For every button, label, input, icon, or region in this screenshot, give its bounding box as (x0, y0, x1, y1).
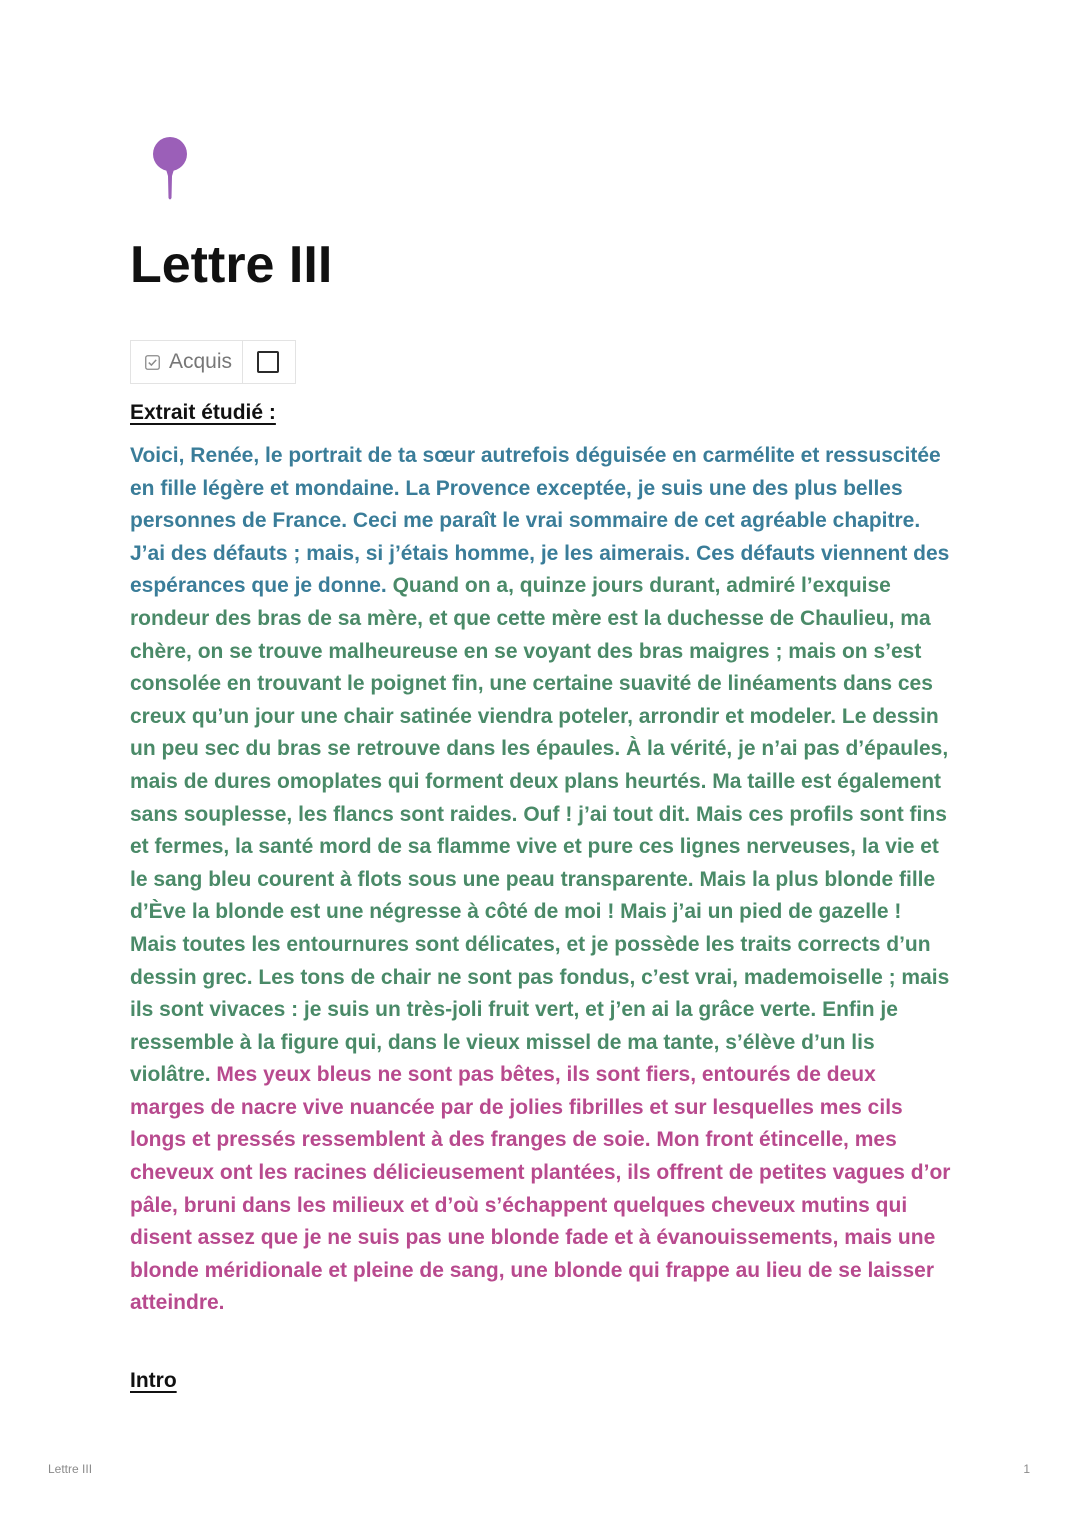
pushpin-icon (150, 136, 190, 202)
extract-heading: Extrait étudié : (130, 401, 276, 424)
property-row (130, 340, 296, 384)
extract-text (130, 440, 952, 1320)
intro-heading: Intro (130, 1369, 177, 1392)
page-title: Lettre III (130, 236, 333, 294)
extract-part-2: Quand on a, quinze jours durant, admiré l’exquise rondeur des bras de sa mère, et que cette mère est la duchesse de Chaulieu, ma chère, on se trouve malheureuse en se voyant des bras maigres ; mais on s’est consolée en trouvant le poignet fin, une certaine suavité de linéaments dans ces creux qu’un jour une chair satinée viendra poteler, arrondir et modeler. Le dessin un peu sec du bras se retrouve dans les épaules. À la vérité, je n’ai pas d’épaules, mais de dures omoplates qui forment deux plans heurtés. Ma taille est également sans souplesse, les flancs sont raides. Ouf ! j’ai tout dit. Mais ces profils sont fins et fermes, la santé mord de sa flamme vive et pure ces lignes nerveuses, la vie et le sang bleu courent à flots sous une peau transparente. Mais la plus blonde fille d’Ève la blonde est une négresse à côté de moi ! Mais j’ai un pied de gazelle ! Mais toutes les entournures sont délicates, et je possède les traits corrects d’un dessin grec. Les tons de chair ne sont pas fondus, c’est vrai, mademoiselle ; mais ils sont vivaces : je suis un très-joli fruit vert, et j’en ai la grâce verte. Enfin je ressemble à la figure qui, dans le vieux missel de ma tante, s’élève d’un lis violâtre. (130, 574, 950, 1087)
extract-part-1: Voici, Renée, le portrait de ta sœur autrefois déguisée en carmélite et ressuscitée en fille légère et mondaine. La Provence exceptée, je suis une des plus belles personnes de France. Ceci me paraît le vrai sommaire de cet agréable chapitre. J’ai des défauts ; mais, si j’étais homme, je les aimerais. Ces défauts viennent des espérances que je donne. (130, 444, 950, 598)
extract-part-3: Mes yeux bleus ne sont pas bêtes, ils sont fiers, entourés de deux marges de nacre vive nuancée par de jolies fibrilles et sur lesquelles mes cils longs et pressés ressemblent à des franges de soie. Mon front étincelle, mes cheveux ont les racines délicieusement plantées, ils offrent de petites vagues d’or pâle, bruni dans les milieux et d’où s’échappent quelques cheveux mutins qui disent assez que je ne suis pas une blonde fade et à évanouissements, mais une blonde méridionale et pleine de sang, une blonde qui frappe au lieu de se laisser atteindre. (130, 1063, 951, 1315)
property-name[interactable] (131, 341, 243, 383)
page-number: 1 (1023, 1462, 1030, 1476)
footer-title: Lettre III (48, 1462, 93, 1476)
checkbox-property-icon (145, 355, 160, 370)
acquis-checkbox[interactable] (257, 351, 279, 373)
property-value (243, 341, 295, 383)
property-label: Acquis (169, 350, 233, 373)
